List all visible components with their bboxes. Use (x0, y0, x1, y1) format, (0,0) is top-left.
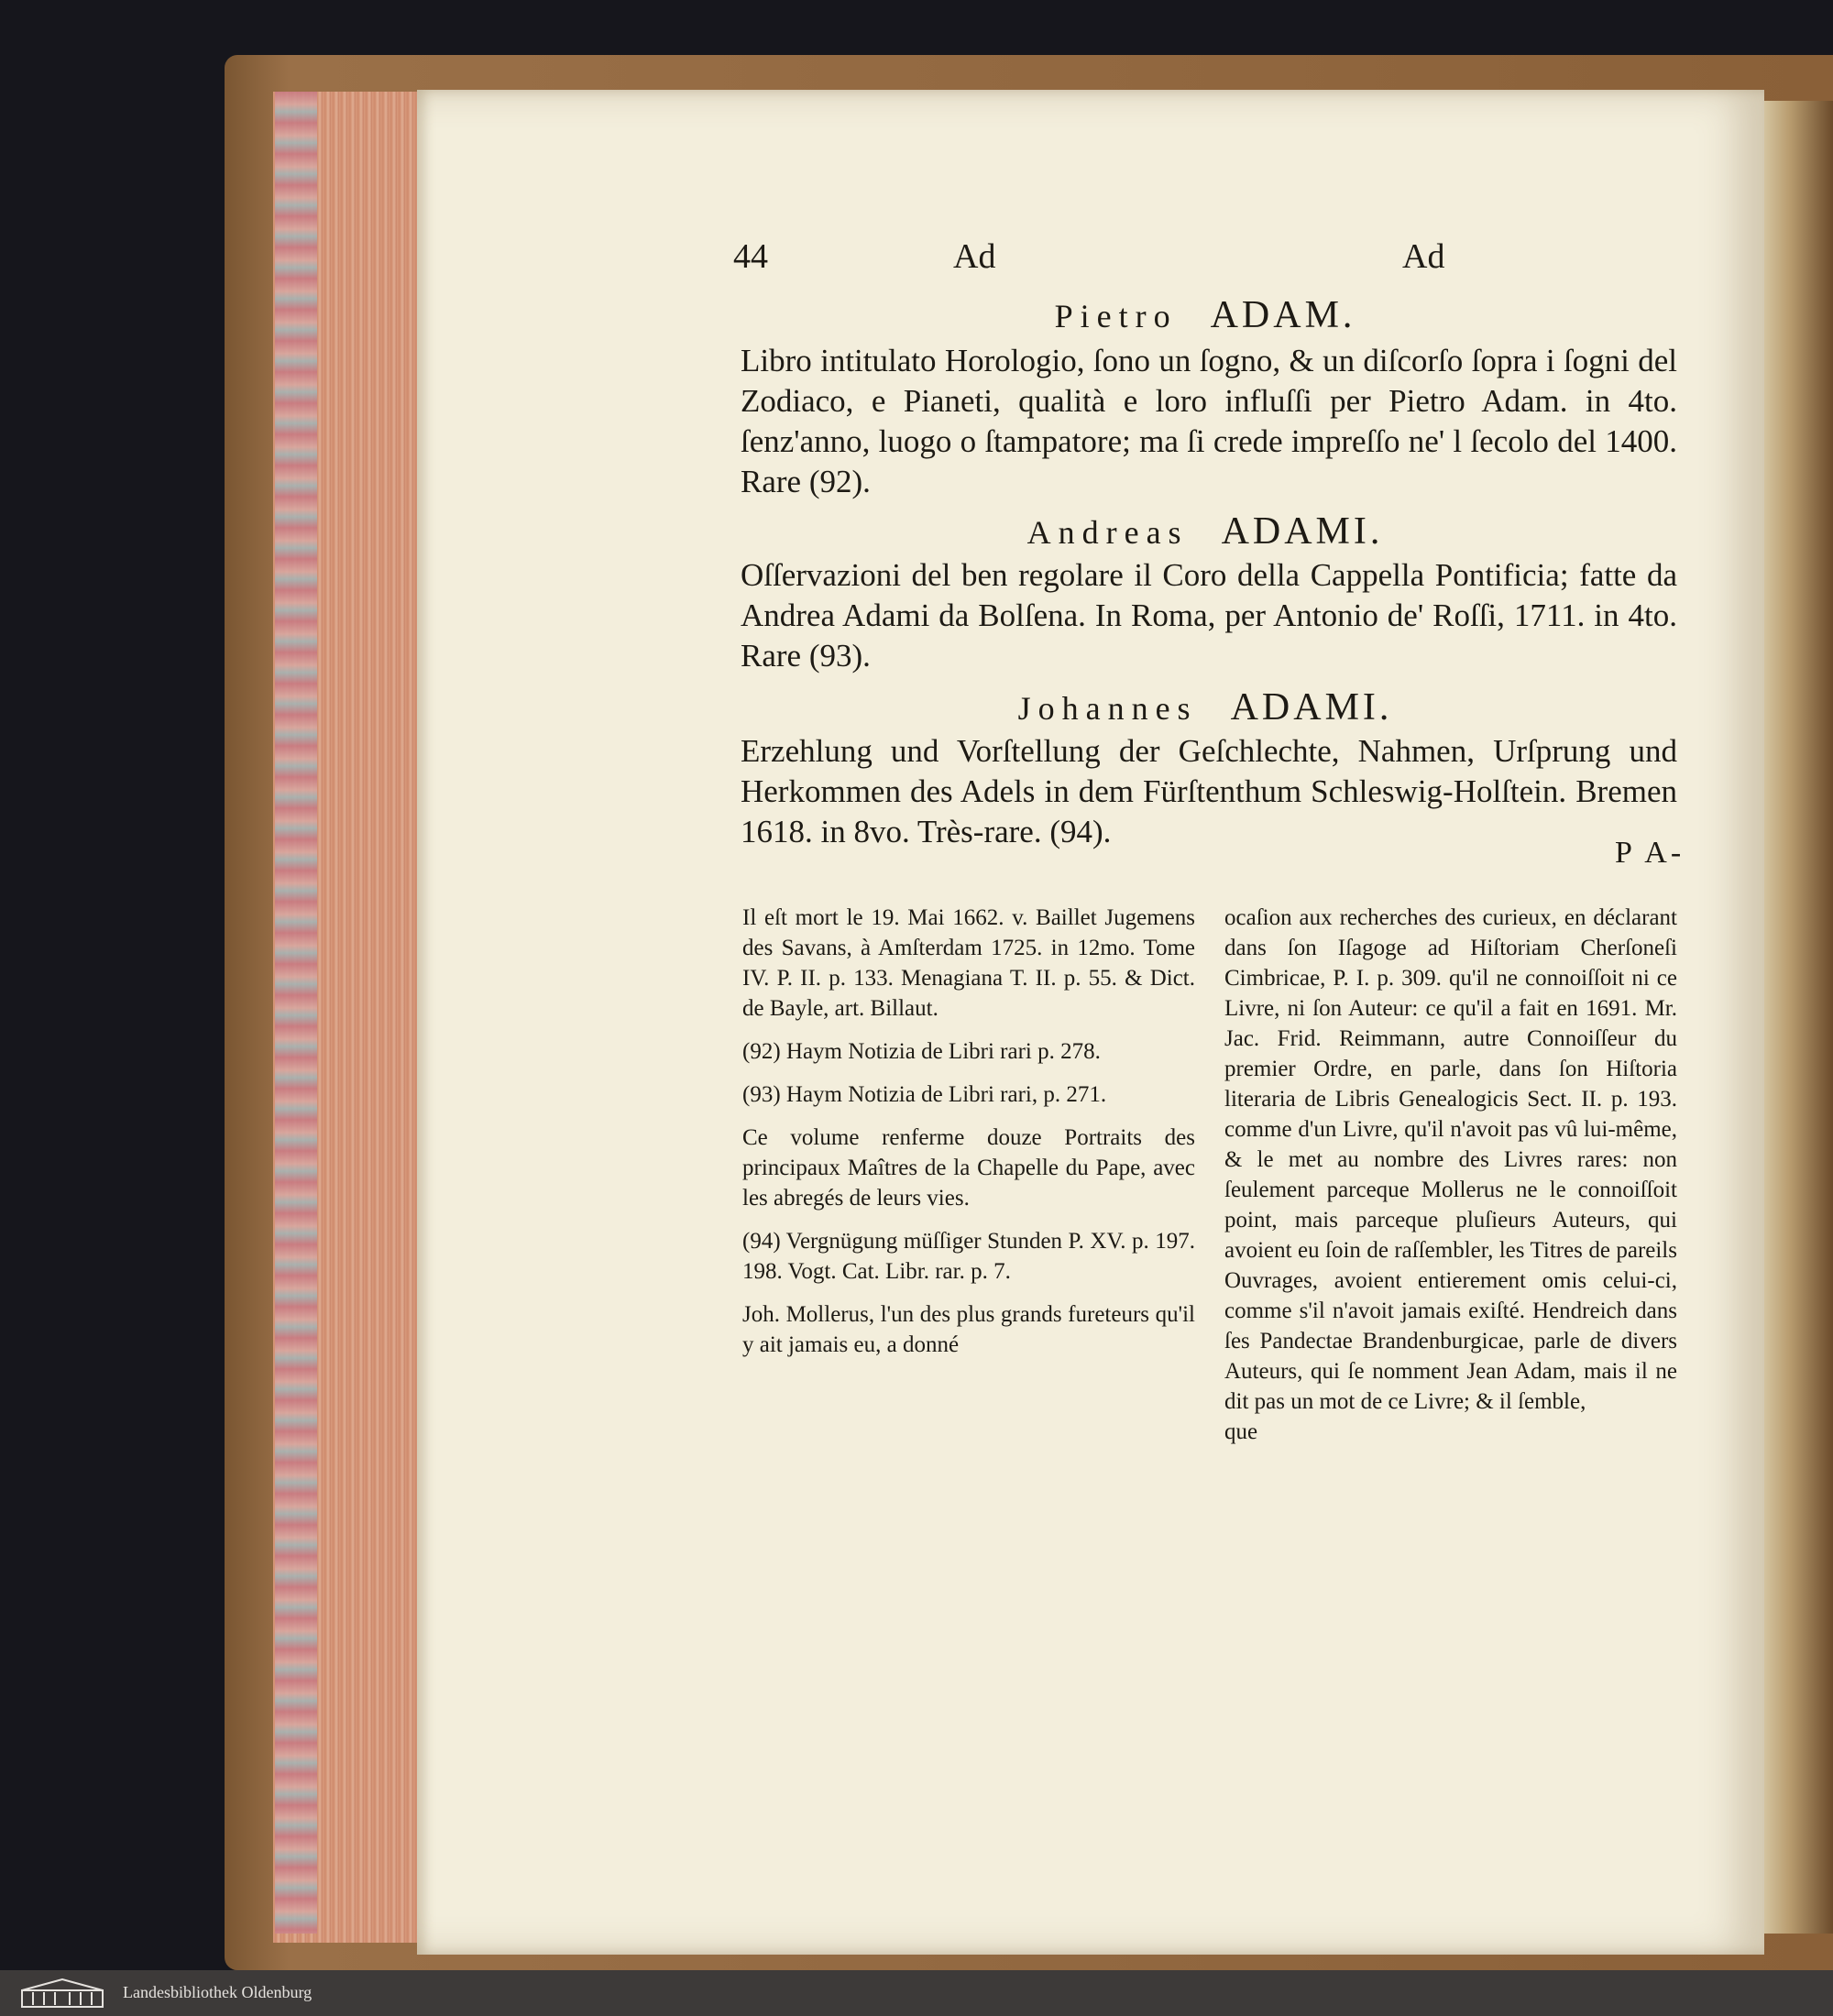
entry-surname: ADAMI. (1230, 686, 1393, 729)
catchword: P A- (1615, 836, 1685, 870)
right-page-edges (1760, 101, 1833, 1934)
entry-surname: ADAM. (1210, 294, 1356, 336)
library-building-icon (20, 1978, 104, 2009)
footnote: (93) Haym Notizia de Libri rari, p. 271. (742, 1082, 1107, 1107)
marbled-endpaper (275, 92, 317, 1934)
entry-surname: ADAMI. (1221, 510, 1384, 553)
institution-label: Landesbibliothek Oldenburg (123, 1983, 313, 2001)
footnotes-right-column (1224, 903, 1677, 1447)
entry-heading (733, 293, 1677, 337)
page-number: 44 (733, 237, 768, 276)
entry-text: Libro intitulato Horologio, ſono un ſogno, & un diſcorſo ſopra i ſogni del Zodiaco, e Pianeti, qualità e loro influſſi per Pietro Adam. in 4to. ſenz'anno, luogo o ſtampatore; ma ſi crede impreſſo ne' l ſecolo del 1400. Rare (92). (741, 343, 1677, 499)
footnotes-left-column (742, 903, 1195, 1373)
footer-bar (0, 1970, 1833, 2016)
entry-heading (733, 685, 1677, 729)
entry-forename: Johannes (1017, 690, 1198, 727)
entry-forename: Pietro (1054, 298, 1178, 334)
running-head-left: Ad (953, 237, 996, 276)
entry-heading (733, 509, 1677, 553)
catchword-small: que (1224, 1419, 1258, 1444)
footnote: Il eſt mort le 19. Mai 1662. v. Baillet Jugemens des Savans, à Amſterdam 1725. in 12mo. Tome IV. P. II. p. 133. Menagiana T. II. p. 55. & Dict. de Bayle, art. Billaut. (742, 905, 1195, 1021)
running-head-right: Ad (1402, 237, 1445, 276)
running-head (733, 236, 1677, 282)
entry-forename: Andreas (1026, 514, 1189, 551)
entry-text: Erzehlung und Vorſtellung der Geſchlechte, Nahmen, Urſprung und Herkommen des Adels in dem Fürſtenthum Schleswig-Holſtein. Bremen 1618. in 8vo. Très-rare. (94). (741, 733, 1677, 849)
footnote: (92) Haym Notizia de Libri rari p. 278. (742, 1039, 1101, 1064)
footnote: (94) Vergnügung müſſiger Stunden P. XV. p. 197. 198. Vogt. Cat. Libr. rar. p. 7. (742, 1229, 1195, 1284)
footnote: ocaſion aux recherches des curieux, en déclarant dans ſon Iſagoge ad Hiſtoriam Cherſoneſi Cimbricae, P. I. p. 309. qu'il ne connoiſſoit ni ce Livre, ni ſon Auteur: ce qu'il a fait en 1691. Mr. Jac. Frid. Reimmann, autre Connoiſſeur du premier Ordre, en parle, dans ſon Hiſtoria literaria de Libris Genealogicis Sect. II. p. 193. comme d'un Livre, qu'il n'avoit pas vû lui-même, & le met au nombre des Livres rares: non ſeulement parceque Mollerus ne le connoiſſoit point, mais parceque pluſieurs Auteurs, qui avoient eu ſoin de raſſembler, les Titres de pareils Ouvrages, avoient entierement omis celui-ci, comme s'il n'avoit jamais exiſté. Hendreich dans ſes Pandectae Brandenburgicae, parle de divers Auteurs, qui ſe nomment Jean Adam, mais il ne dit pas un mot de ce Livre; & il ſemble, (1224, 905, 1677, 1414)
footnote: Joh. Mollerus, l'un des plus grands fureteurs qu'il y ait jamais eu, a donné (742, 1302, 1195, 1357)
entry-text: Oſſervazioni del ben regolare il Coro della Cappella Pontificia; fatte da Andrea Adami da Bolſena. In Roma, per Antonio de' Roſſi, 1711. in 4to. Rare (93). (741, 557, 1677, 674)
footnote: Ce volume renferme douze Portraits des principaux Maîtres de la Chapelle du Pape, avec les abregés de leurs vies. (742, 1125, 1195, 1211)
